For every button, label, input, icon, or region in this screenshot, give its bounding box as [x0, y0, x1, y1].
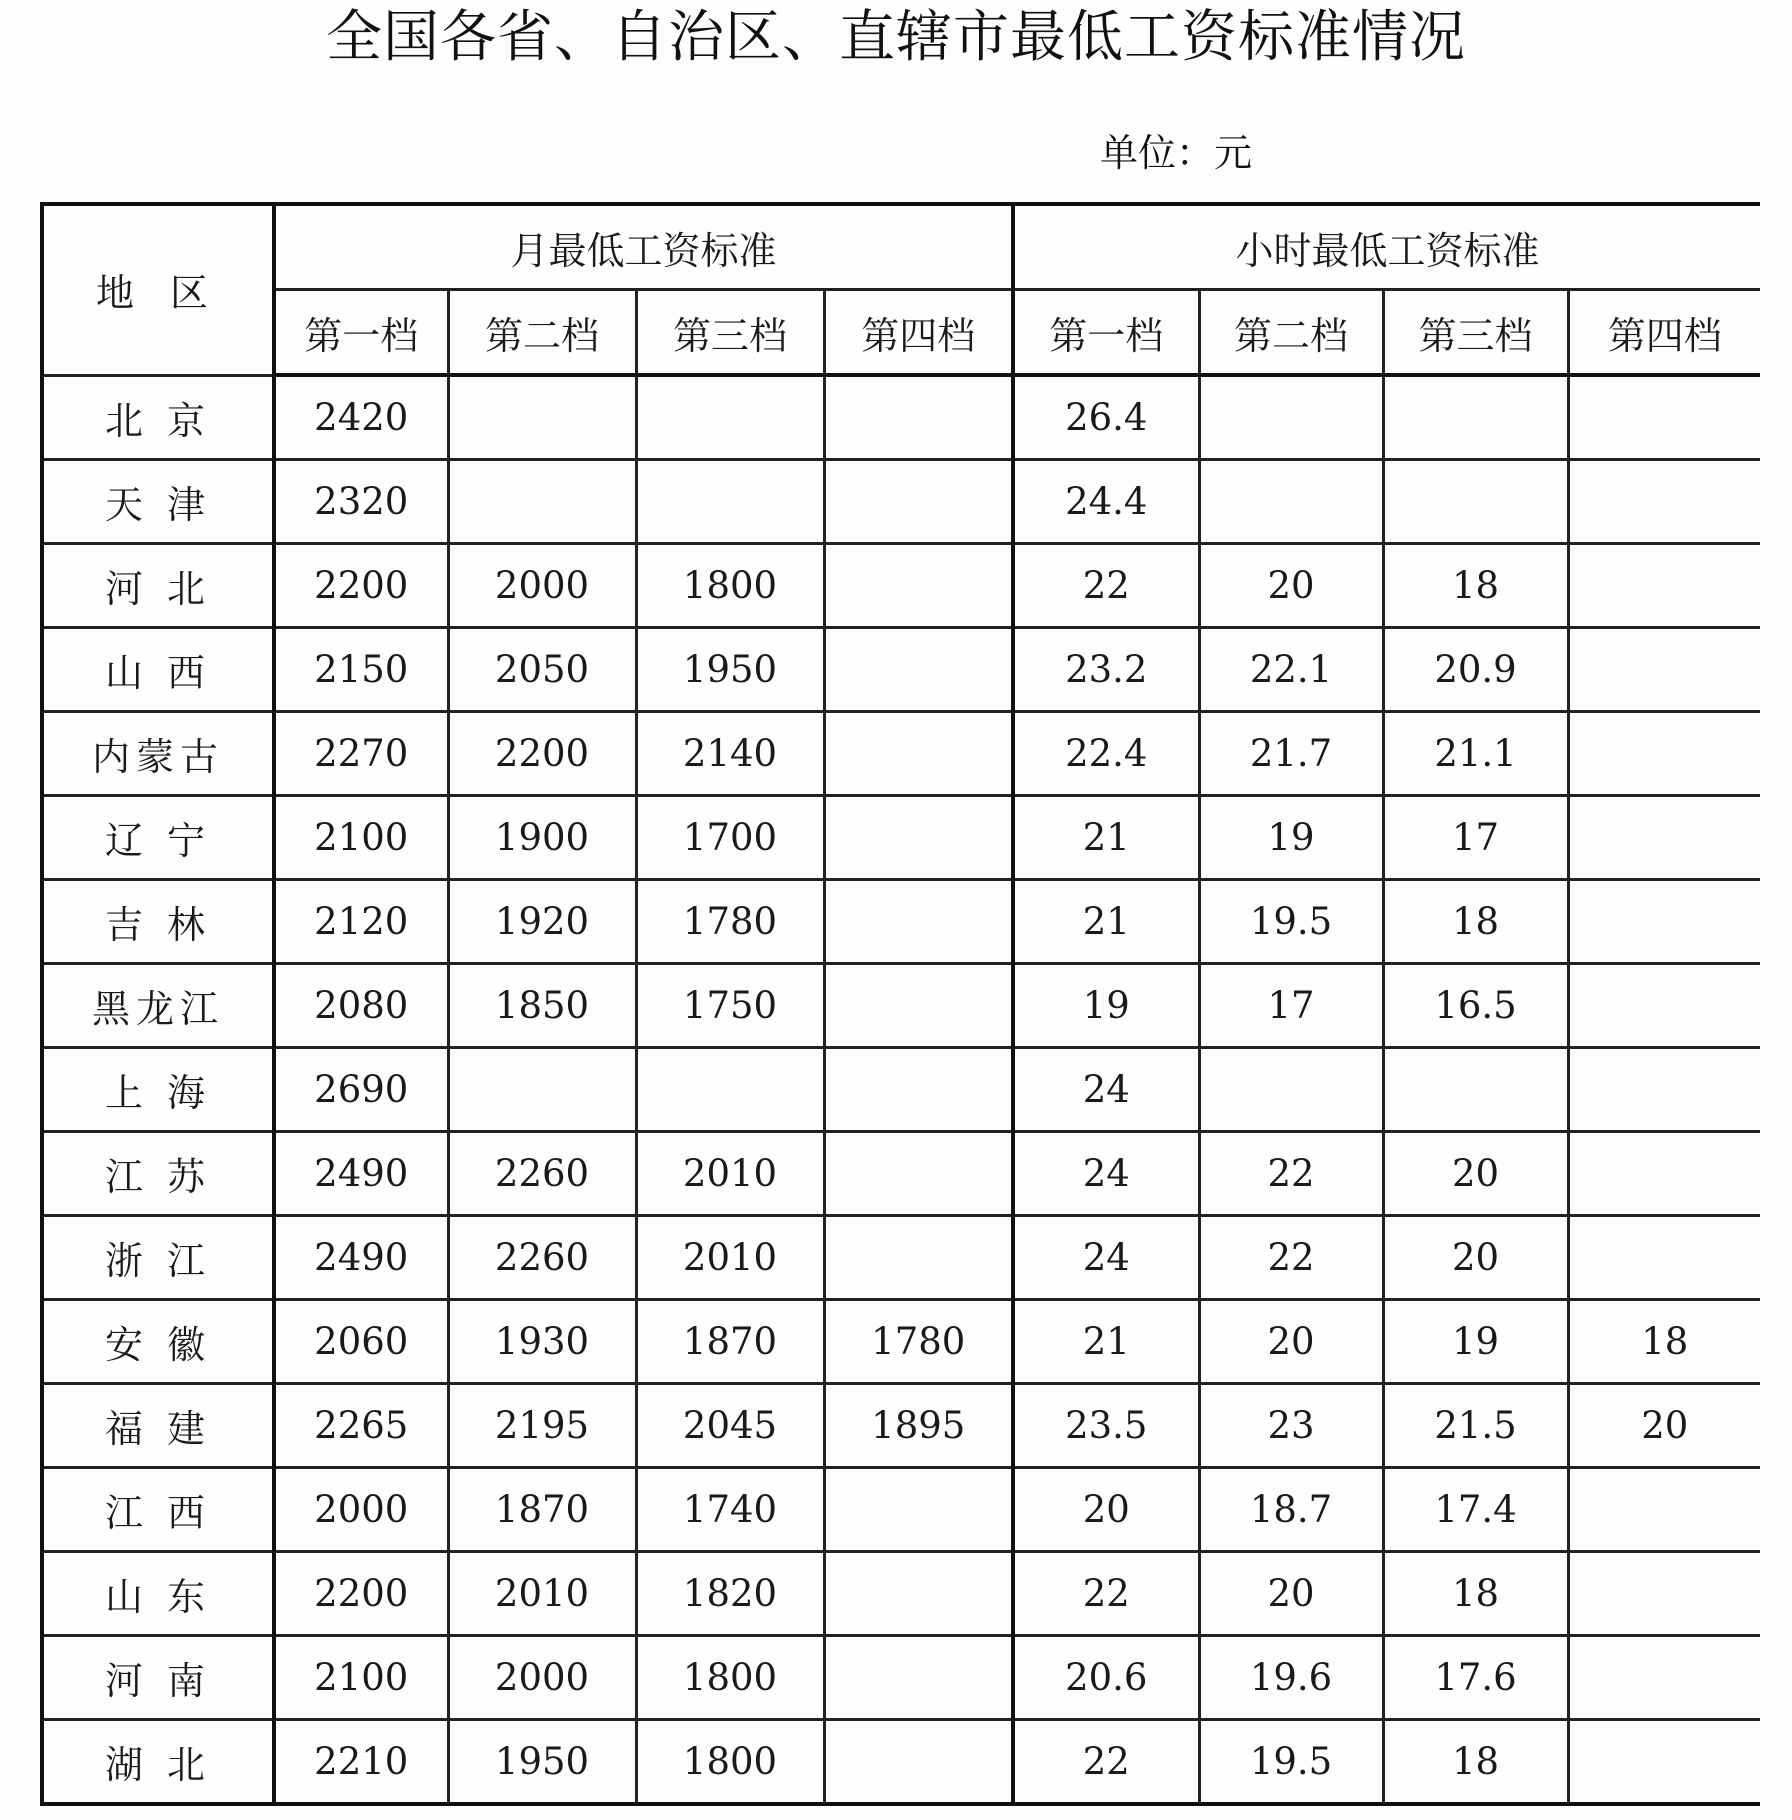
table-row	[42, 880, 1760, 964]
region-cell: 黑龙江	[42, 964, 274, 1048]
monthly-wage-cell: 2265	[274, 1384, 448, 1468]
monthly-wage-cell: 2010	[636, 1216, 824, 1300]
monthly-wage-cell: 2000	[448, 1636, 636, 1720]
monthly-wage-cell: 2100	[274, 796, 448, 880]
monthly-wage-cell	[448, 375, 636, 460]
monthly-wage-cell: 2140	[636, 712, 824, 796]
monthly-wage-cell	[448, 1048, 636, 1132]
hourly-wage-cell	[1568, 1132, 1760, 1216]
hourly-wage-cell: 24	[1013, 1132, 1199, 1216]
monthly-wage-cell	[636, 1048, 824, 1132]
hourly-wage-cell: 20	[1199, 1300, 1383, 1384]
hourly-wage-cell	[1568, 375, 1760, 460]
table-row	[42, 460, 1760, 544]
hourly-wage-cell: 21	[1013, 880, 1199, 964]
table-row	[42, 712, 1760, 796]
tier-header: 第三档	[636, 290, 824, 376]
monthly-wage-cell: 2010	[636, 1132, 824, 1216]
region-cell: 山 东	[42, 1552, 274, 1636]
unit-label: 单位：元	[1100, 131, 1253, 175]
hourly-wage-cell: 20	[1383, 1132, 1568, 1216]
table-row	[42, 1132, 1760, 1216]
hourly-wage-cell	[1568, 1720, 1760, 1805]
hourly-wage-cell: 19	[1383, 1300, 1568, 1384]
monthly-wage-cell: 1780	[824, 1300, 1013, 1384]
hourly-wage-cell	[1383, 460, 1568, 544]
monthly-wage-cell: 2200	[274, 544, 448, 628]
hourly-wage-cell	[1568, 460, 1760, 544]
monthly-wage-cell	[824, 964, 1013, 1048]
hourly-wage-cell: 24	[1013, 1216, 1199, 1300]
monthly-wage-cell	[824, 712, 1013, 796]
minimum-wage-table	[40, 202, 1760, 1806]
hourly-wage-cell: 24.4	[1013, 460, 1199, 544]
monthly-wage-cell: 1800	[636, 1636, 824, 1720]
page-title: 全国各省、自治区、直辖市最低工资标准情况	[326, 5, 1466, 70]
hourly-wage-cell: 22	[1199, 1216, 1383, 1300]
table-row	[42, 1636, 1760, 1720]
monthly-wage-cell	[448, 460, 636, 544]
hourly-wage-cell: 16.5	[1383, 964, 1568, 1048]
hourly-wage-cell: 20	[1199, 1552, 1383, 1636]
region-cell: 河 南	[42, 1636, 274, 1720]
hourly-wage-cell: 23	[1199, 1384, 1383, 1468]
hourly-wage-cell: 21.1	[1383, 712, 1568, 796]
header-row-groups	[42, 204, 1760, 290]
monthly-wage-cell: 1700	[636, 796, 824, 880]
hourly-wage-cell	[1568, 1216, 1760, 1300]
monthly-wage-cell: 1800	[636, 1720, 824, 1805]
table-body	[42, 375, 1760, 1804]
monthly-wage-cell	[824, 628, 1013, 712]
hourly-wage-cell: 19	[1013, 964, 1199, 1048]
header-row-tiers	[42, 290, 1760, 376]
hourly-wage-cell: 17	[1199, 964, 1383, 1048]
hourly-wage-cell: 20	[1199, 544, 1383, 628]
monthly-wage-cell: 2120	[274, 880, 448, 964]
hourly-wage-cell	[1568, 628, 1760, 712]
tier-header: 第一档	[274, 290, 448, 376]
hourly-wage-cell: 17.6	[1383, 1636, 1568, 1720]
table-row	[42, 964, 1760, 1048]
hourly-wage-cell: 22.4	[1013, 712, 1199, 796]
monthly-wage-cell: 1870	[448, 1468, 636, 1552]
hourly-wage-cell	[1568, 796, 1760, 880]
hourly-wage-cell	[1199, 460, 1383, 544]
region-cell: 安 徽	[42, 1300, 274, 1384]
table-row	[42, 544, 1760, 628]
monthly-wage-cell	[824, 1216, 1013, 1300]
hourly-wage-cell	[1568, 544, 1760, 628]
monthly-wage-cell	[824, 1468, 1013, 1552]
hourly-wage-cell	[1568, 964, 1760, 1048]
region-cell: 江 西	[42, 1468, 274, 1552]
region-cell: 湖 北	[42, 1720, 274, 1805]
monthly-wage-cell: 1920	[448, 880, 636, 964]
monthly-wage-cell	[824, 460, 1013, 544]
table-row	[42, 1552, 1760, 1636]
hourly-wage-cell	[1568, 1048, 1760, 1132]
hourly-wage-cell: 17	[1383, 796, 1568, 880]
monthly-wage-cell: 2195	[448, 1384, 636, 1468]
region-cell: 北 京	[42, 375, 274, 460]
monthly-wage-cell: 1930	[448, 1300, 636, 1384]
region-cell: 内蒙古	[42, 712, 274, 796]
monthly-wage-cell: 1950	[448, 1720, 636, 1805]
monthly-wage-cell	[824, 1552, 1013, 1636]
monthly-wage-cell: 2000	[274, 1468, 448, 1552]
hourly-wage-cell: 18	[1383, 544, 1568, 628]
monthly-wage-cell: 1750	[636, 964, 824, 1048]
monthly-wage-cell	[824, 1048, 1013, 1132]
hourly-wage-cell	[1568, 1552, 1760, 1636]
monthly-wage-cell: 2050	[448, 628, 636, 712]
monthly-wage-cell: 1900	[448, 796, 636, 880]
hourly-wage-cell	[1568, 880, 1760, 964]
monthly-wage-cell	[824, 1720, 1013, 1805]
monthly-wage-cell: 2490	[274, 1216, 448, 1300]
table-row	[42, 1300, 1760, 1384]
region-cell: 辽 宁	[42, 796, 274, 880]
monthly-wage-cell: 1850	[448, 964, 636, 1048]
region-cell: 吉 林	[42, 880, 274, 964]
region-cell: 福 建	[42, 1384, 274, 1468]
region-cell: 上 海	[42, 1048, 274, 1132]
monthly-wage-cell	[636, 375, 824, 460]
hourly-wage-cell: 20	[1013, 1468, 1199, 1552]
hourly-wage-cell: 21	[1013, 796, 1199, 880]
monthly-wage-cell: 2690	[274, 1048, 448, 1132]
monthly-wage-cell	[636, 460, 824, 544]
hourly-wage-cell: 22	[1013, 1552, 1199, 1636]
table-row	[42, 796, 1760, 880]
monthly-wage-cell	[824, 796, 1013, 880]
hourly-wage-cell: 23.2	[1013, 628, 1199, 712]
monthly-wage-cell: 2060	[274, 1300, 448, 1384]
hourly-wage-cell: 23.5	[1013, 1384, 1199, 1468]
tier-header: 第二档	[448, 290, 636, 376]
monthly-wage-cell: 2000	[448, 544, 636, 628]
tier-header: 第二档	[1199, 290, 1383, 376]
hourly-wage-cell	[1199, 375, 1383, 460]
table-row	[42, 1468, 1760, 1552]
hourly-wage-cell: 22	[1013, 1720, 1199, 1805]
monthly-wage-cell: 1950	[636, 628, 824, 712]
monthly-wage-cell: 1740	[636, 1468, 824, 1552]
hourly-wage-cell: 18	[1383, 880, 1568, 964]
region-cell: 浙 江	[42, 1216, 274, 1300]
hourly-wage-cell	[1383, 375, 1568, 460]
hourly-wage-cell: 19.6	[1199, 1636, 1383, 1720]
region-cell: 天 津	[42, 460, 274, 544]
table-row	[42, 1720, 1760, 1805]
monthly-wage-cell: 2200	[274, 1552, 448, 1636]
hourly-wage-cell	[1568, 1468, 1760, 1552]
region-cell: 山 西	[42, 628, 274, 712]
monthly-header: 月最低工资标准	[274, 204, 1013, 290]
hourly-wage-cell: 19	[1199, 796, 1383, 880]
monthly-wage-cell: 2320	[274, 460, 448, 544]
hourly-wage-cell: 18	[1383, 1552, 1568, 1636]
tier-header: 第四档	[1568, 290, 1760, 376]
hourly-wage-cell: 19.5	[1199, 1720, 1383, 1805]
monthly-wage-cell: 2150	[274, 628, 448, 712]
monthly-wage-cell: 1800	[636, 544, 824, 628]
hourly-wage-cell: 19.5	[1199, 880, 1383, 964]
monthly-wage-cell	[824, 1636, 1013, 1720]
table-row	[42, 375, 1760, 460]
monthly-wage-cell: 2200	[448, 712, 636, 796]
monthly-wage-cell	[824, 544, 1013, 628]
hourly-wage-cell: 18	[1568, 1300, 1760, 1384]
tier-header: 第四档	[824, 290, 1013, 376]
hourly-wage-cell: 21.5	[1383, 1384, 1568, 1468]
hourly-wage-cell: 20.9	[1383, 628, 1568, 712]
monthly-wage-cell: 2270	[274, 712, 448, 796]
tier-header: 第一档	[1013, 290, 1199, 376]
monthly-wage-cell	[824, 375, 1013, 460]
table-row	[42, 628, 1760, 712]
monthly-wage-cell: 1895	[824, 1384, 1013, 1468]
region-cell: 江 苏	[42, 1132, 274, 1216]
monthly-wage-cell: 2080	[274, 964, 448, 1048]
monthly-wage-cell: 2210	[274, 1720, 448, 1805]
table-container	[40, 202, 1760, 1820]
hourly-wage-cell: 21	[1013, 1300, 1199, 1384]
hourly-wage-cell	[1383, 1048, 1568, 1132]
hourly-header: 小时最低工资标准	[1013, 204, 1760, 290]
table-row	[42, 1048, 1760, 1132]
monthly-wage-cell: 1820	[636, 1552, 824, 1636]
monthly-wage-cell	[824, 1132, 1013, 1216]
hourly-wage-cell: 20	[1383, 1216, 1568, 1300]
monthly-wage-cell: 2420	[274, 375, 448, 460]
hourly-wage-cell: 24	[1013, 1048, 1199, 1132]
monthly-wage-cell: 1780	[636, 880, 824, 964]
table-row	[42, 1216, 1760, 1300]
hourly-wage-cell: 22.1	[1199, 628, 1383, 712]
hourly-wage-cell	[1199, 1048, 1383, 1132]
monthly-wage-cell: 2010	[448, 1552, 636, 1636]
hourly-wage-cell: 17.4	[1383, 1468, 1568, 1552]
hourly-wage-cell	[1568, 1636, 1760, 1720]
tier-header: 第三档	[1383, 290, 1568, 376]
region-cell: 河 北	[42, 544, 274, 628]
monthly-wage-cell: 1870	[636, 1300, 824, 1384]
monthly-wage-cell: 2260	[448, 1216, 636, 1300]
hourly-wage-cell	[1568, 712, 1760, 796]
monthly-wage-cell: 2260	[448, 1132, 636, 1216]
hourly-wage-cell: 18	[1383, 1720, 1568, 1805]
hourly-wage-cell: 20	[1568, 1384, 1760, 1468]
hourly-wage-cell: 20.6	[1013, 1636, 1199, 1720]
monthly-wage-cell: 2045	[636, 1384, 824, 1468]
hourly-wage-cell: 18.7	[1199, 1468, 1383, 1552]
monthly-wage-cell	[824, 880, 1013, 964]
hourly-wage-cell: 26.4	[1013, 375, 1199, 460]
hourly-wage-cell: 22	[1199, 1132, 1383, 1216]
region-header: 地 区	[42, 204, 274, 375]
hourly-wage-cell: 22	[1013, 544, 1199, 628]
table-row	[42, 1384, 1760, 1468]
hourly-wage-cell: 21.7	[1199, 712, 1383, 796]
monthly-wage-cell: 2100	[274, 1636, 448, 1720]
monthly-wage-cell: 2490	[274, 1132, 448, 1216]
